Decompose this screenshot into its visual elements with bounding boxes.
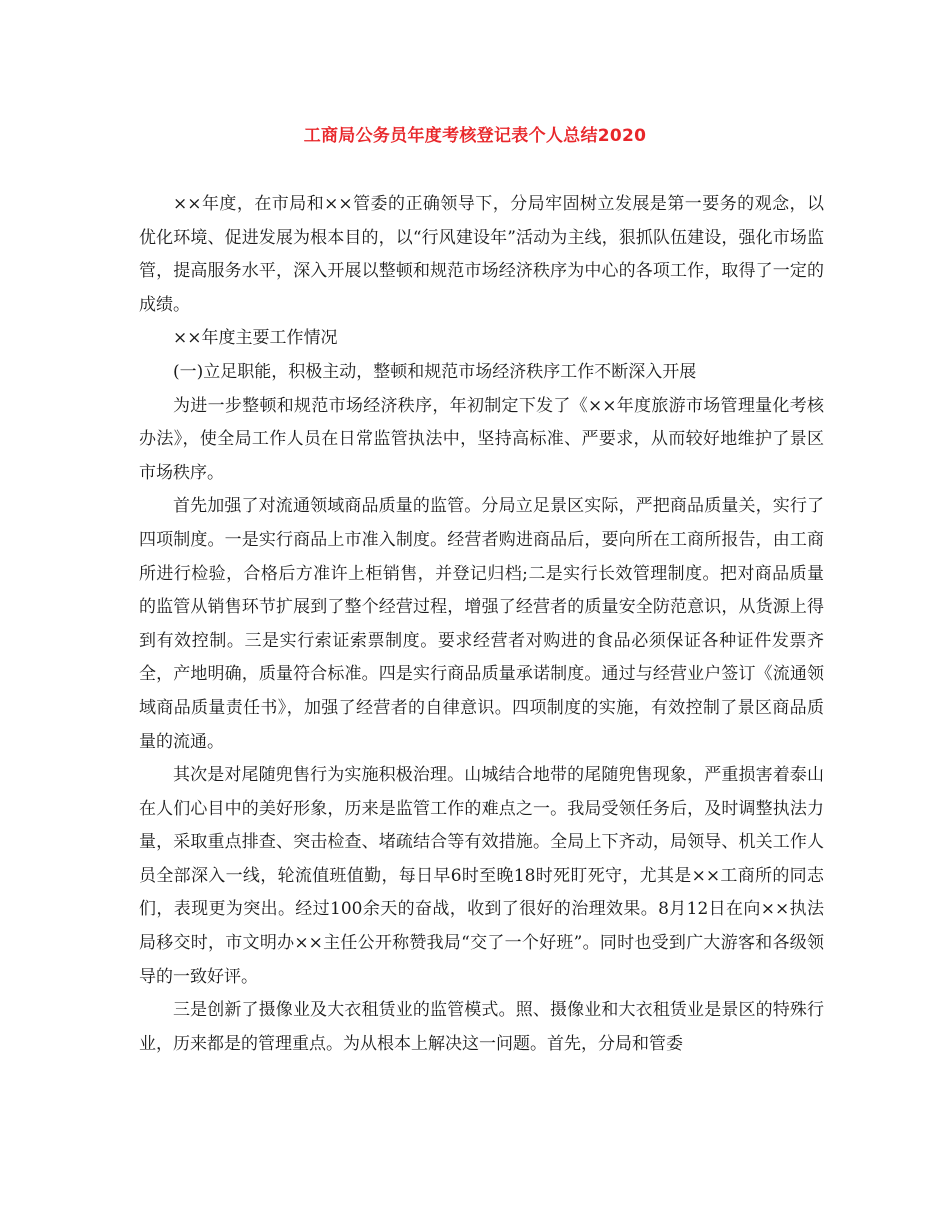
- document-body: [139, 188, 824, 1061]
- paragraph-vending: 其次是对尾随兜售行为实施积极治理。山城结合地带的尾随兜售现象，严重损害着泰山在人们心目中的美好形象，历来是监管工作的难点之一。我局受领任务后，及时调整执法力量，采取重点排查、突击检查、堵疏结合等有效措施。全局上下齐动，局领导、机关工作人员全部深入一线，轮流值班值勤，每日早6时至晚18时死盯死守，尤其是××工商所的同志们，表现更为突出。经过100余天的奋战，收到了很好的治理效果。8月12日在向××执法局移交时，市文明办××主任公开称赞我局“交了一个好班”。同时也受到广大游客和各级领导的一致好评。: [139, 765, 824, 987]
- paragraph-section-heading: ××年度主要工作情况: [173, 328, 338, 349]
- paragraph-measures: 为进一步整顿和规范市场经济秩序，年初制定下发了《××年度旅游市场管理量化考核办法》，使全局工作人员在日常监管执法中，坚持高标准、严要求，从而较好地维护了景区市场秩序。: [139, 395, 824, 483]
- paragraph-photo-rental: 三是创新了摄像业及大衣租赁业的监管模式。照、摄像业和大衣租赁业是景区的特殊行业，历来都是的管理重点。为从根本上解决这一问题。首先，分局和管委: [139, 1000, 824, 1054]
- paragraph-intro: ××年度，在市局和××管委的正确领导下，分局牢固树立发展是第一要务的观念，以优化环境、促进发展为根本目的，以“行风建设年”活动为主线，狠抓队伍建设，强化市场监管，提高服务水平，深入开展以整顿和规范市场经济秩序为中心的各项工作，取得了一定的成绩。: [139, 194, 824, 315]
- document-title: 工商局公务员年度考核登记表个人总结2020: [303, 126, 647, 146]
- paragraph-subheading: (一)立足职能，积极主动，整顿和规范市场经济秩序工作不断深入开展: [173, 361, 697, 382]
- paragraph-quality: 首先加强了对流通领域商品质量的监管。分局立足景区实际，严把商品质量关，实行了四项制度。一是实行商品上市准入制度。经营者购进商品后，要向所在工商所报告，由工商所进行检验，合格后方准许上柜销售，并登记归档;二是实行长效管理制度。把对商品质量的监管从销售环节扩展到了整个经营过程，增强了经营者的质量安全防范意识，从货源上得到有效控制。三是实行索证索票制度。要求经营者对购进的食品必须保证各种证件发票齐全，产地明确，质量符合标准。四是实行商品质量承诺制度。通过与经营业户签订《流通领域商品质量责任书》，加强了经营者的自律意识。四项制度的实施，有效控制了景区商品质量的流通。: [139, 496, 824, 752]
